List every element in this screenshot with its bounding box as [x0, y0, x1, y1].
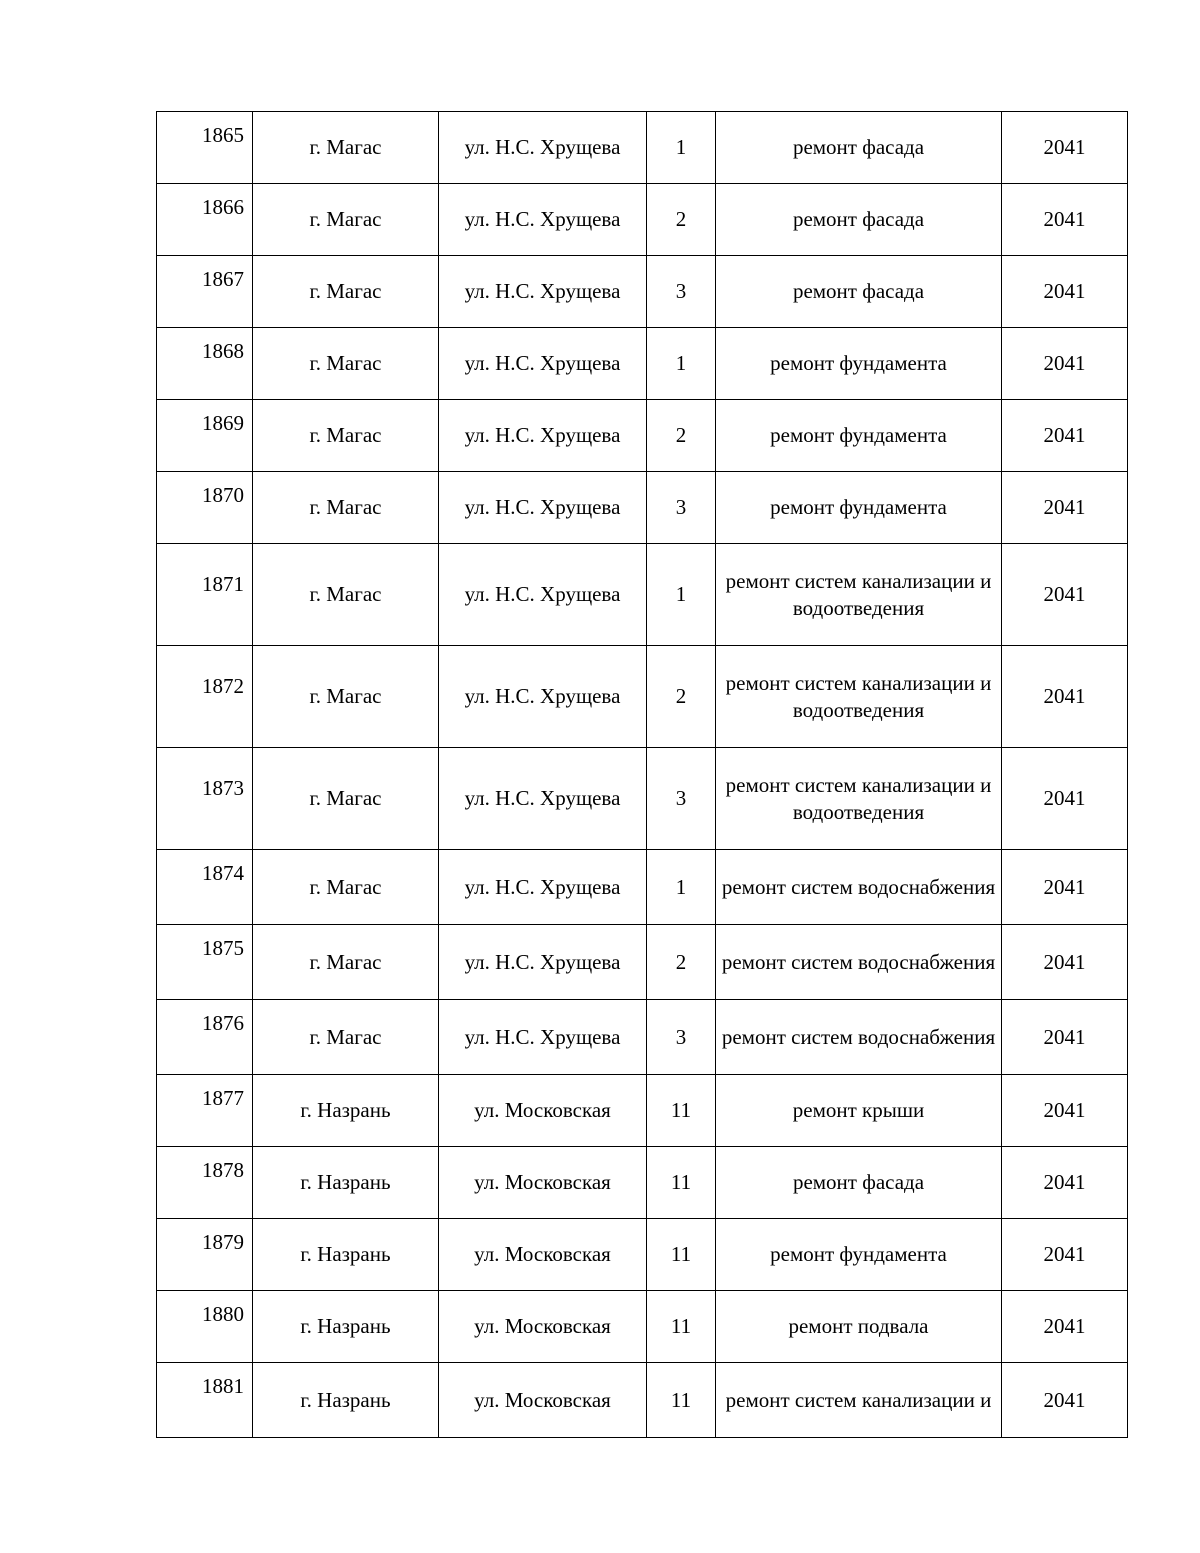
work-type-cell: ремонт фундамента — [716, 1219, 1002, 1291]
street-cell: ул. Н.С. Хрущева — [439, 544, 647, 646]
row-number: 1877 — [157, 1075, 253, 1147]
house-cell: 11 — [647, 1075, 716, 1147]
house-cell: 11 — [647, 1291, 716, 1363]
table-row — [157, 1147, 1128, 1219]
house-cell: 2 — [647, 925, 716, 1000]
year-cell: 2041 — [1002, 1363, 1128, 1438]
city-cell: г. Назрань — [253, 1363, 439, 1438]
street-cell: ул. Московская — [439, 1291, 647, 1363]
row-number: 1866 — [157, 184, 253, 256]
street-cell: ул. Н.С. Хрущева — [439, 1000, 647, 1075]
work-type-cell: ремонт фасада — [716, 184, 1002, 256]
city-cell: г. Магас — [253, 748, 439, 850]
work-type-cell: ремонт систем канализации и водоотведения — [716, 748, 1002, 850]
city-cell: г. Магас — [253, 1000, 439, 1075]
year-cell: 2041 — [1002, 1147, 1128, 1219]
table-row — [157, 646, 1128, 748]
year-cell: 2041 — [1002, 1075, 1128, 1147]
year-cell: 2041 — [1002, 925, 1128, 1000]
year-cell: 2041 — [1002, 256, 1128, 328]
city-cell: г. Магас — [253, 472, 439, 544]
house-cell: 11 — [647, 1219, 716, 1291]
city-cell: г. Назрань — [253, 1219, 439, 1291]
table-row — [157, 328, 1128, 400]
street-cell: ул. Н.С. Хрущева — [439, 184, 647, 256]
repair-schedule-table — [156, 111, 1128, 1438]
city-cell: г. Магас — [253, 850, 439, 925]
row-number: 1868 — [157, 328, 253, 400]
house-cell: 3 — [647, 1000, 716, 1075]
street-cell: ул. Н.С. Хрущева — [439, 328, 647, 400]
work-type-cell: ремонт систем водоснабжения — [716, 850, 1002, 925]
table-row — [157, 256, 1128, 328]
street-cell: ул. Н.С. Хрущева — [439, 925, 647, 1000]
table-row — [157, 1075, 1128, 1147]
house-cell: 1 — [647, 850, 716, 925]
house-cell: 2 — [647, 184, 716, 256]
city-cell: г. Магас — [253, 400, 439, 472]
work-type-cell: ремонт систем канализации и водоотведения — [716, 544, 1002, 646]
work-type-cell: ремонт фасада — [716, 112, 1002, 184]
street-cell: ул. Московская — [439, 1219, 647, 1291]
city-cell: г. Магас — [253, 256, 439, 328]
work-type-cell: ремонт фундамента — [716, 328, 1002, 400]
year-cell: 2041 — [1002, 400, 1128, 472]
house-cell: 11 — [647, 1147, 716, 1219]
row-number: 1867 — [157, 256, 253, 328]
year-cell: 2041 — [1002, 328, 1128, 400]
work-type-cell: ремонт фундамента — [716, 472, 1002, 544]
city-cell: г. Магас — [253, 925, 439, 1000]
city-cell: г. Магас — [253, 544, 439, 646]
row-number: 1870 — [157, 472, 253, 544]
work-type-cell: ремонт фасада — [716, 256, 1002, 328]
table-row — [157, 472, 1128, 544]
house-cell: 3 — [647, 472, 716, 544]
house-cell: 11 — [647, 1363, 716, 1438]
city-cell: г. Магас — [253, 112, 439, 184]
street-cell: ул. Н.С. Хрущева — [439, 256, 647, 328]
row-number: 1873 — [157, 748, 253, 850]
city-cell: г. Магас — [253, 646, 439, 748]
year-cell: 2041 — [1002, 184, 1128, 256]
table-row — [157, 748, 1128, 850]
row-number: 1878 — [157, 1147, 253, 1219]
year-cell: 2041 — [1002, 850, 1128, 925]
row-number: 1879 — [157, 1219, 253, 1291]
city-cell: г. Магас — [253, 328, 439, 400]
table-row — [157, 925, 1128, 1000]
table-row — [157, 850, 1128, 925]
table-row — [157, 544, 1128, 646]
table-row — [157, 184, 1128, 256]
street-cell: ул. Н.С. Хрущева — [439, 748, 647, 850]
house-cell: 3 — [647, 256, 716, 328]
street-cell: ул. Московская — [439, 1363, 647, 1438]
work-type-cell: ремонт фундамента — [716, 400, 1002, 472]
house-cell: 1 — [647, 328, 716, 400]
year-cell: 2041 — [1002, 1291, 1128, 1363]
house-cell: 1 — [647, 544, 716, 646]
work-type-cell: ремонт фасада — [716, 1147, 1002, 1219]
year-cell: 2041 — [1002, 112, 1128, 184]
table-row — [157, 1219, 1128, 1291]
row-number: 1872 — [157, 646, 253, 748]
work-type-cell: ремонт крыши — [716, 1075, 1002, 1147]
row-number: 1876 — [157, 1000, 253, 1075]
street-cell: ул. Н.С. Хрущева — [439, 850, 647, 925]
street-cell: ул. Н.С. Хрущева — [439, 646, 647, 748]
street-cell: ул. Московская — [439, 1075, 647, 1147]
year-cell: 2041 — [1002, 472, 1128, 544]
table-row — [157, 1000, 1128, 1075]
year-cell: 2041 — [1002, 1000, 1128, 1075]
work-type-cell: ремонт систем канализации и водоотведения — [716, 646, 1002, 748]
row-number: 1865 — [157, 112, 253, 184]
row-number: 1880 — [157, 1291, 253, 1363]
work-type-cell: ремонт подвала — [716, 1291, 1002, 1363]
row-number: 1871 — [157, 544, 253, 646]
city-cell: г. Назрань — [253, 1075, 439, 1147]
year-cell: 2041 — [1002, 646, 1128, 748]
city-cell: г. Назрань — [253, 1291, 439, 1363]
house-cell: 2 — [647, 400, 716, 472]
work-type-cell: ремонт систем водоснабжения — [716, 1000, 1002, 1075]
house-cell: 1 — [647, 112, 716, 184]
house-cell: 2 — [647, 646, 716, 748]
year-cell: 2041 — [1002, 1219, 1128, 1291]
table-row — [157, 400, 1128, 472]
table-row — [157, 1291, 1128, 1363]
city-cell: г. Назрань — [253, 1147, 439, 1219]
house-cell: 3 — [647, 748, 716, 850]
work-type-cell: ремонт систем канализации и — [716, 1363, 1002, 1438]
street-cell: ул. Н.С. Хрущева — [439, 112, 647, 184]
row-number: 1869 — [157, 400, 253, 472]
table-row — [157, 1363, 1128, 1438]
table-row — [157, 112, 1128, 184]
year-cell: 2041 — [1002, 544, 1128, 646]
street-cell: ул. Московская — [439, 1147, 647, 1219]
street-cell: ул. Н.С. Хрущева — [439, 472, 647, 544]
row-number: 1874 — [157, 850, 253, 925]
work-type-cell: ремонт систем водоснабжения — [716, 925, 1002, 1000]
street-cell: ул. Н.С. Хрущева — [439, 400, 647, 472]
row-number: 1881 — [157, 1363, 253, 1438]
city-cell: г. Магас — [253, 184, 439, 256]
row-number: 1875 — [157, 925, 253, 1000]
year-cell: 2041 — [1002, 748, 1128, 850]
